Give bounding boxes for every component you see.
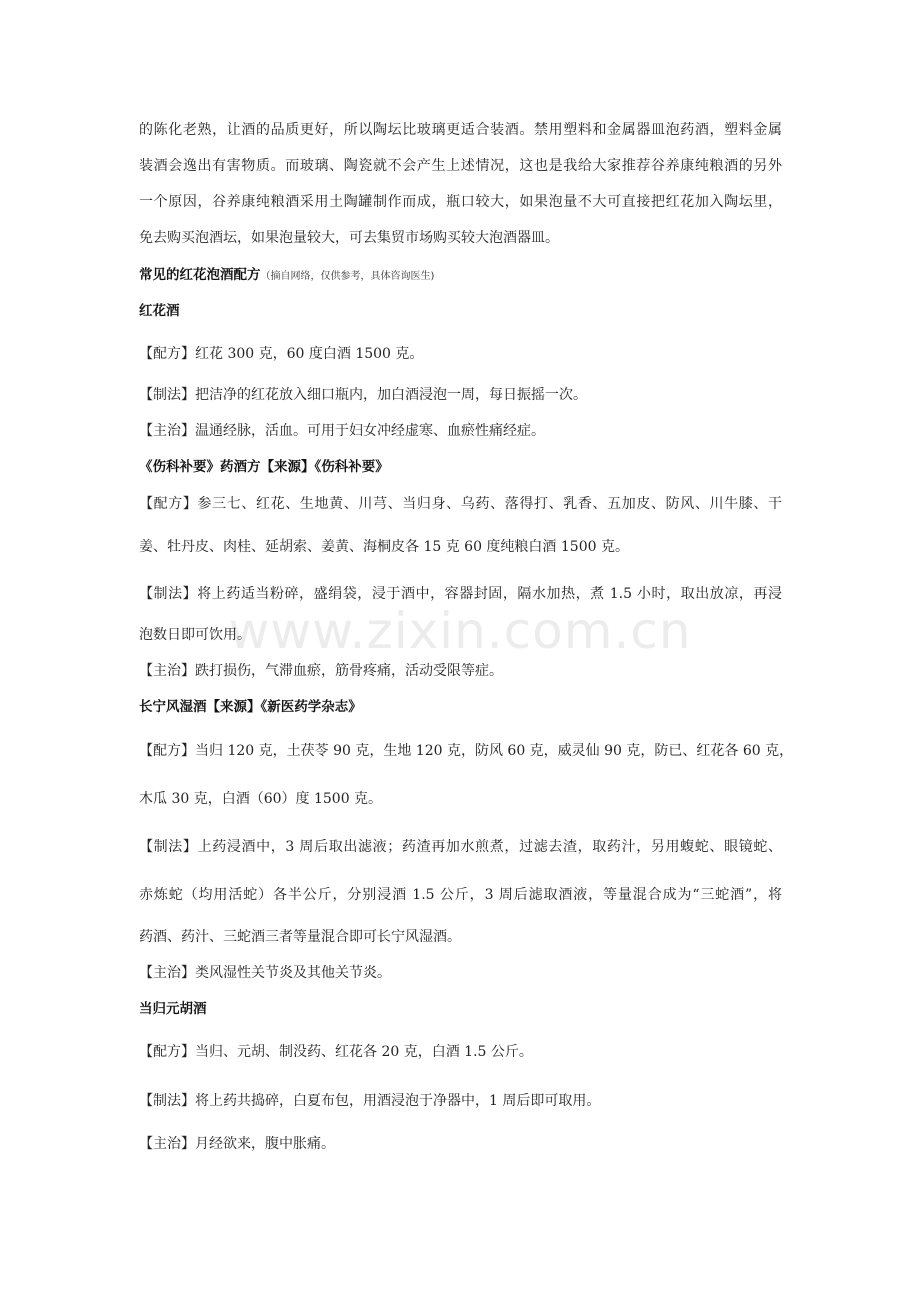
recipe-method: 【制法】把洁净的红花放入细口瓶内，加白酒浸泡一周，每日振摇一次。 [139, 387, 587, 403]
recipe-method-line-2: 赤炼蛇（均用活蛇）各半公斤，分别浸酒 1.5 公斤，3 周后滤取酒液，等量混合成为“三蛇酒”，将 [139, 887, 782, 903]
recipe-method-line-2: 泡数日即可饮用。 [139, 627, 251, 643]
recipe-indication: 【主治】跌打损伤，气滞血瘀，筋骨疼痛，活动受限等症。 [139, 663, 503, 679]
recipe-formula: 【配方】红花 300 克，60 度白酒 1500 克。 [139, 346, 424, 362]
section-heading-title: 常见的红花泡酒配方 [139, 267, 261, 283]
section-heading-note: （摘自网络，仅供参考，具体咨询医生) [260, 271, 435, 282]
intro-line-3: 一个原因，谷养康纯粮酒采用土陶罐制作而成，瓶口较大，如果泡量不大可直接把红花加入陶坛里， [139, 194, 782, 210]
recipe-formula: 【配方】当归、元胡、制没药、红花各 20 克，白酒 1.5 公斤。 [139, 1044, 533, 1060]
recipe-title: 红花酒 [139, 303, 180, 319]
recipe-title: 《伤科补要》药酒方【来源】《伤科补要》 [139, 459, 389, 475]
recipe-formula-line-2: 木瓜 30 克，白酒（60）度 1500 克。 [139, 791, 383, 807]
intro-line-1: 的陈化老熟，让酒的品质更好，所以陶坛比玻璃更适合装酒。禁用塑料和金属器皿泡药酒，塑料金属 [139, 122, 782, 138]
recipe-formula-line-2: 姜、牡丹皮、肉桂、延胡索、姜黄、海桐皮各 15 克 60 度纯粮白酒 1500 克。 [139, 539, 629, 555]
recipe-indication: 【主治】类风湿性关节炎及其他关节炎。 [139, 965, 391, 981]
recipe-title: 当归元胡酒 [139, 1001, 207, 1017]
recipe-formula-line-1: 【配方】参三七、红花、生地黄、川芎、当归身、乌药、落得打、乳香、五加皮、防风、川牛膝、干 [139, 496, 782, 512]
recipe-title: 长宁风湿酒【来源】《新医药学杂志》 [139, 699, 362, 715]
intro-line-2: 装酒会逸出有害物质。而玻璃、陶瓷就不会产生上述情况，这也是我给大家推荐谷养康纯粮酒的另外 [139, 158, 782, 174]
watermark: www.zixin.com.cn [228, 602, 692, 660]
recipe-indication: 【主治】温通经脉，活血。可用于妇女冲经虚寒、血瘀性痛经症。 [139, 423, 545, 439]
recipe-indication: 【主治】月经欲来，腹中胀痛。 [139, 1136, 335, 1152]
intro-line-4: 免去购买泡酒坛，如果泡量较大，可去集贸市场购买较大泡酒器皿。 [139, 230, 559, 246]
recipe-method-line-1: 【制法】上药浸酒中，3 周后取出滤液；药渣再加水煎煮，过滤去渣，取药汁，另用蝮蛇、眼镜蛇、 [139, 839, 782, 855]
recipe-method-line-1: 【制法】将上药适当粉碎，盛绢袋，浸于酒中，容器封固，隔水加热，煮 1.5 小时，取出放凉，再浸 [139, 586, 782, 602]
recipe-method: 【制法】将上药共捣碎，白夏布包，用酒浸泡于净器中，1 周后即可取用。 [139, 1093, 601, 1109]
recipe-formula-line-1: 【配方】当归 120 克，土茯苓 90 克，生地 120 克，防风 60 克，威灵仙 90 克，防已、红花各 60 克， [139, 743, 794, 759]
section-heading [139, 266, 434, 286]
recipe-method-line-3: 药酒、药汁、三蛇酒三者等量混合即可长宁风湿酒。 [139, 929, 461, 945]
